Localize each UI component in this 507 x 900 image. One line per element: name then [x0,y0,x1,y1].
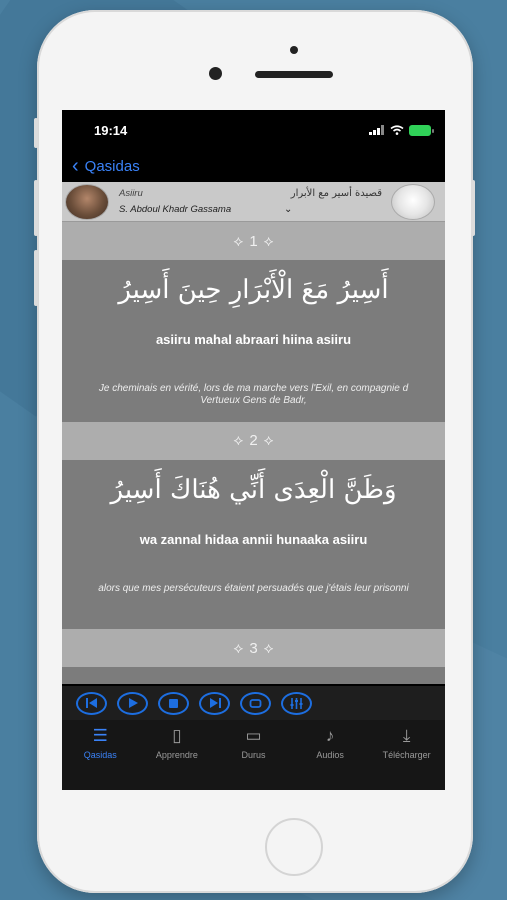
repeat-button[interactable] [240,692,271,715]
home-button[interactable] [265,818,323,876]
play-button[interactable] [117,692,148,715]
book-icon: ▭ [245,726,262,745]
tab-bar [62,720,445,790]
tab-qasidas[interactable] [65,726,135,790]
tab-label: Apprendre [155,750,198,760]
navigation-bar [62,150,445,182]
tab-apprendre[interactable] [142,726,212,790]
verse-block[interactable] [62,460,445,609]
tab-durus[interactable] [218,726,288,790]
verse-arabic: أَسِيرُ مَعَ الْأَبْرَارِ حِينَ أَسِيرُ [118,275,389,305]
front-camera [209,67,222,80]
next-icon [209,698,221,708]
qasida-header [62,182,445,222]
verse-number: 3 [249,639,258,657]
next-button[interactable] [199,692,230,715]
mute-switch [34,118,38,148]
qasida-cover-image [391,184,435,220]
stop-icon [169,699,178,708]
qasida-arabic-title: قصيدة أسير مع الأبرار [290,188,382,199]
back-button[interactable]: Qasidas [84,157,140,175]
decoration-icon: ⟡ [233,432,244,450]
author-avatar [65,184,109,220]
verse-transliteration: wa zannal hidaa annii hunaaka asiiru [139,531,368,547]
verse-translation [62,583,445,596]
decoration-icon: ⟡ [263,232,274,250]
tab-label: Télécharger [382,750,431,760]
previous-button[interactable] [76,692,107,715]
decoration-icon: ⟡ [263,432,274,450]
audio-player-controls [62,686,445,720]
verse-number-bar [62,422,445,460]
tab-label: Durus [241,750,266,760]
repeat-icon [249,698,262,709]
power-button [471,180,475,236]
stop-button[interactable] [158,692,189,715]
verse-number: 1 [249,232,258,250]
play-icon [128,698,138,708]
earpiece-speaker [255,71,333,78]
tab-label: Audios [316,750,344,760]
wifi-icon [390,125,404,135]
book-open-icon: ▯ [172,726,182,745]
chevron-left-icon[interactable]: ‹ [72,155,79,177]
volume-down-button [34,250,38,306]
status-bar [62,110,445,150]
music-note-icon: ♪ [325,726,335,745]
decoration-icon: ⟡ [233,639,244,657]
author-name[interactable]: S. Abdoul Khadr Gassama [119,204,232,215]
verse-translation-line: Vertueux Gens de Badr, [200,395,307,407]
equalizer-icon [290,698,303,709]
battery-icon [409,125,431,136]
previous-icon [86,698,98,708]
list-icon: ☰ [92,726,108,745]
sensor [290,46,298,54]
verse-translation [62,383,445,408]
equalizer-button[interactable] [281,692,312,715]
tab-telecharger[interactable] [372,726,442,790]
verse-block[interactable] [62,260,445,422]
verses-list[interactable] [62,222,445,684]
app-screen [62,110,445,790]
signal-icon [369,125,385,135]
status-icons [369,125,431,136]
download-icon: ⤓ [402,726,411,745]
qasida-subtitle: Asiiru [119,188,143,199]
header-meta [119,188,231,215]
verse-translation-line: Je cheminais en vérité, lors de ma marche vers l'Exil, en compagnie d [98,382,409,394]
verse-translation-line: alors que mes persécuteurs étaient persuadés que j'étais leur prisonni [98,582,409,594]
volume-up-button [34,180,38,236]
verse-transliteration: asiiru mahal abraari hiina asiiru [155,331,352,347]
status-time: 19:14 [94,122,128,138]
tab-label: Qasidas [83,750,117,760]
tab-audios[interactable] [295,726,365,790]
verse-number: 2 [249,432,258,450]
verse-number-bar [62,629,445,667]
verse-arabic: وَظَنَّ الْعِدَى أَنِّي هُنَاكَ أَسِيرُ [110,474,397,505]
decoration-icon: ⟡ [233,232,244,250]
decoration-icon: ⟡ [263,639,274,657]
verse-number-bar [62,222,445,260]
chevron-down-icon[interactable]: ⌄ [284,204,293,215]
